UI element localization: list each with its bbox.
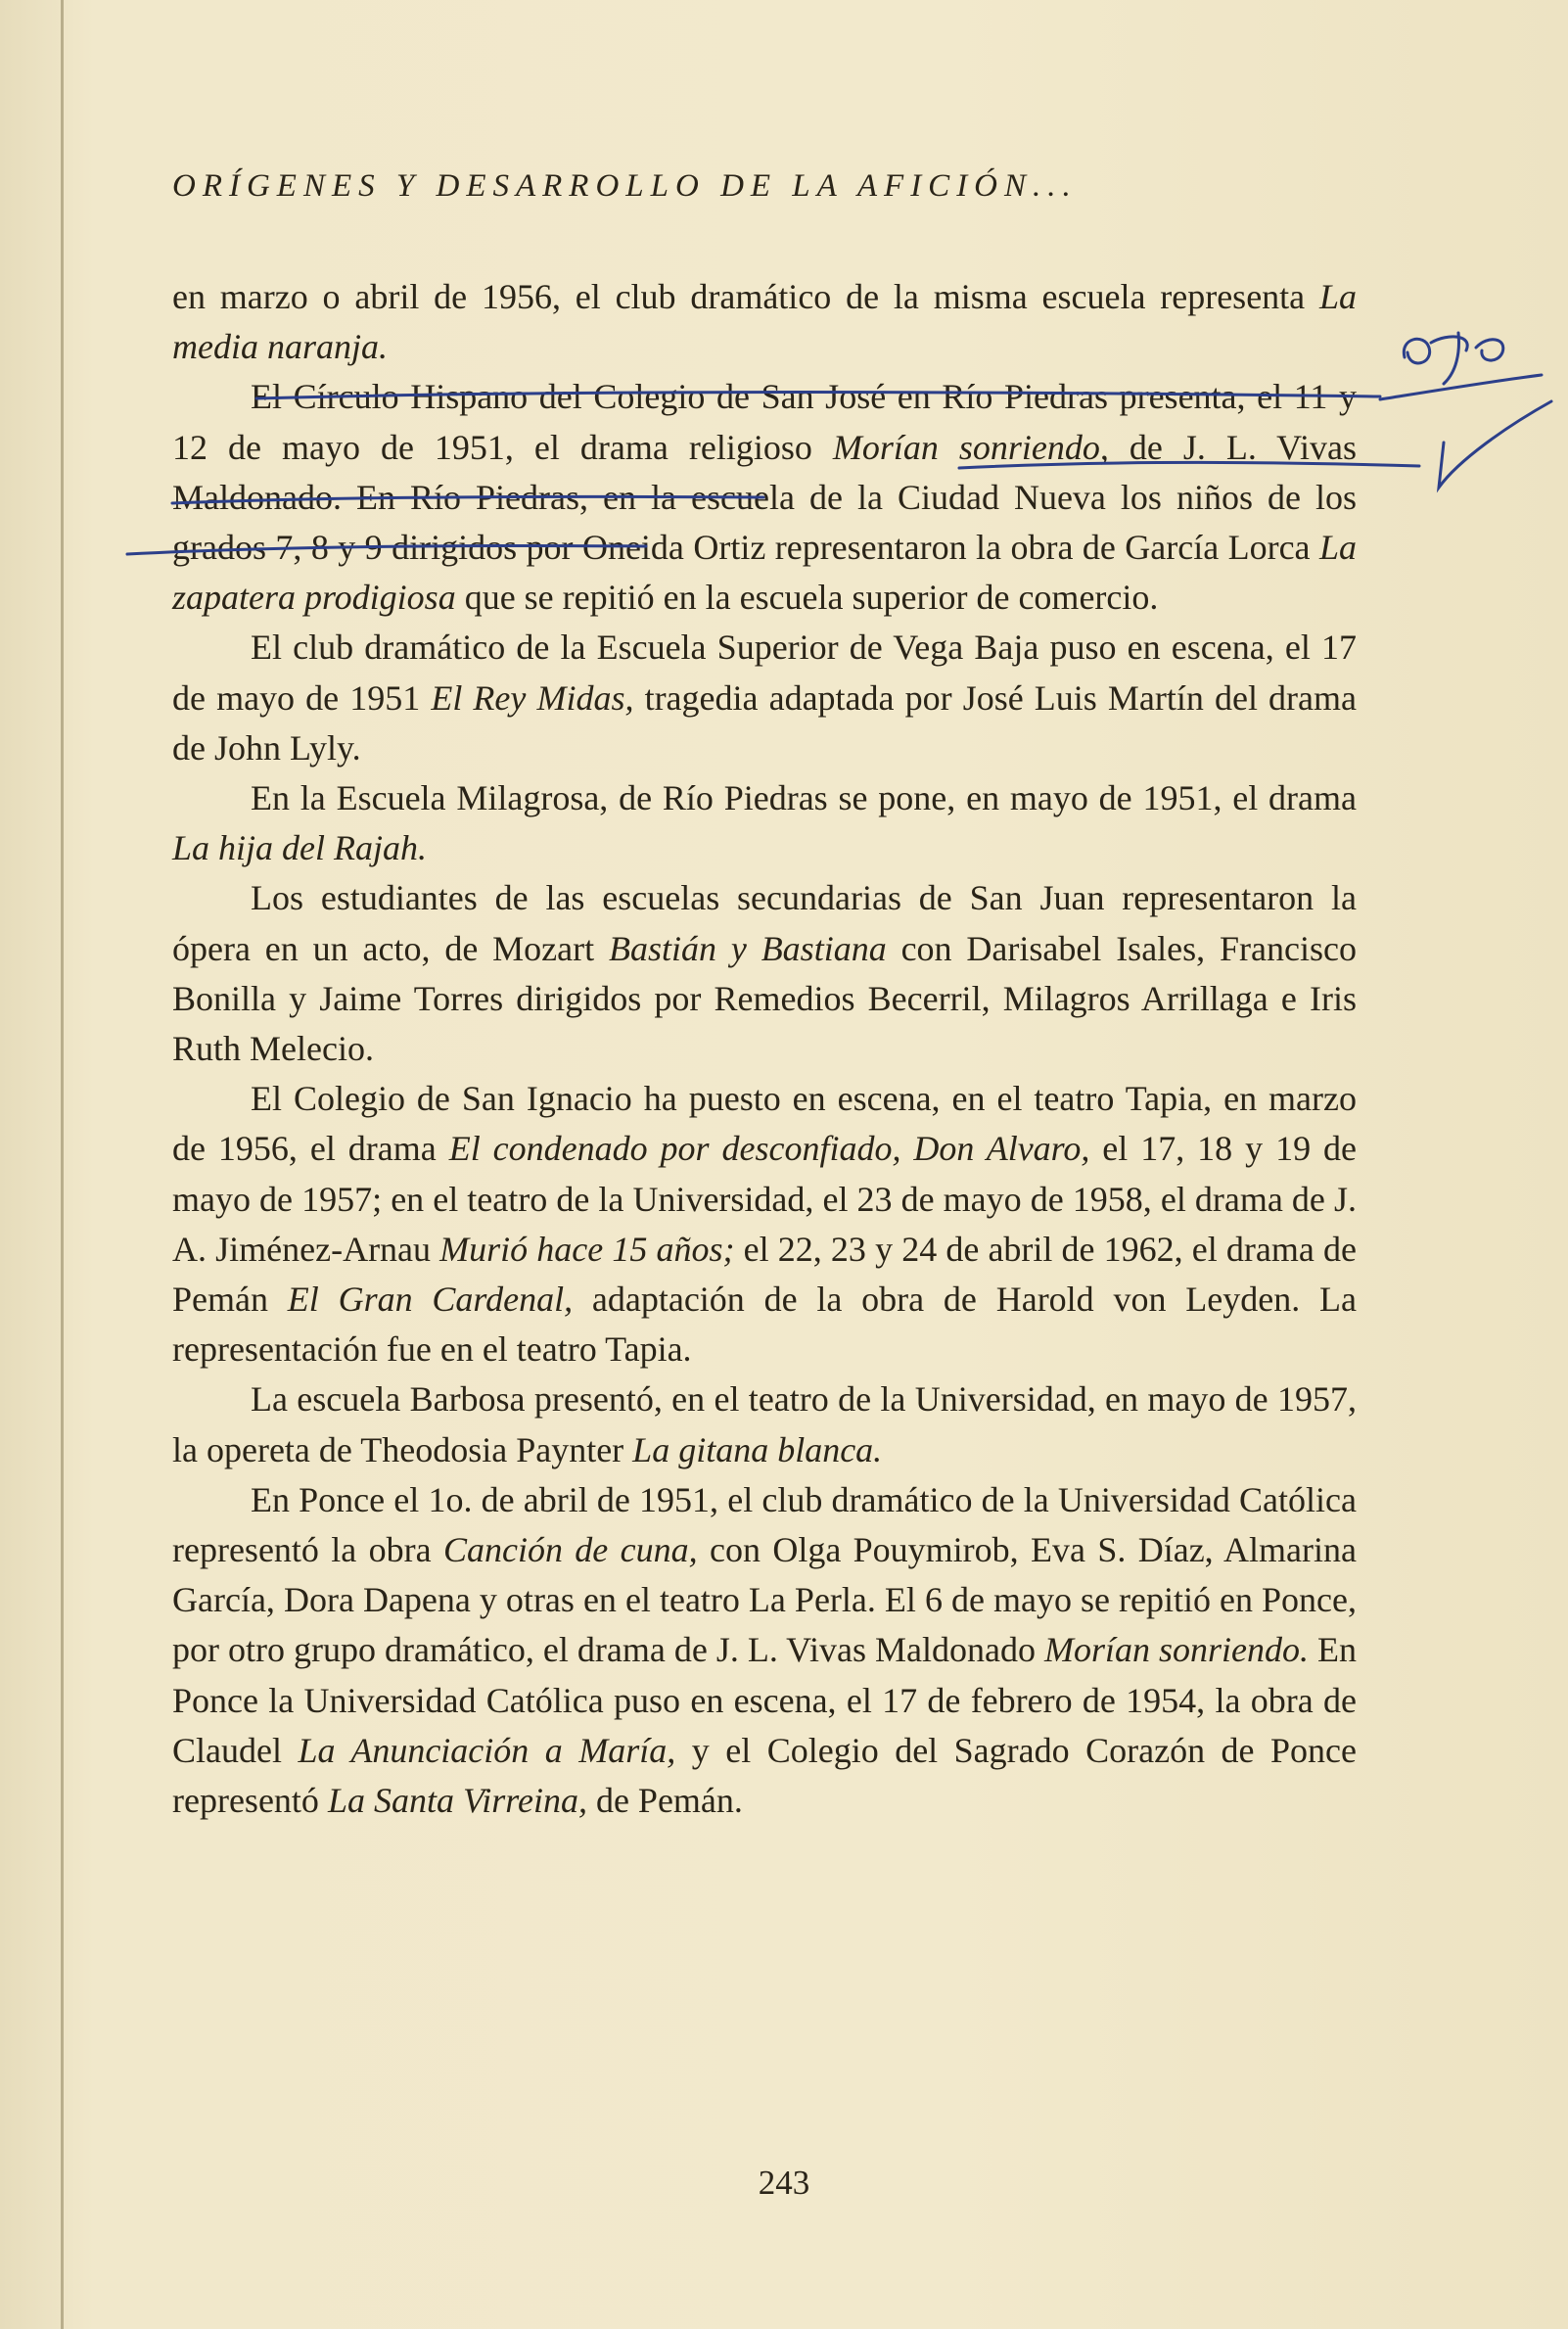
page-number: 243	[758, 2164, 810, 2202]
page-gutter-edge	[61, 0, 64, 2329]
paragraph-6: El Colegio de San Ignacio ha puesto en escena, en el teatro Tapia, en marzo de 1956, el drama El condenado por desconfiado, Don Alvaro, el 17, 18 y 19 de mayo de 1957; en el teatro de la Universidad, el 23 de mayo de 1958, el drama de J. A. Jiménez-Arnau Murió hace 15 años; el 22, 23 y 24 de abril de 1962, el drama de Pemán El Gran Cardenal, adaptación de la obra de Harold von Leyden. La representación fue en el teatro Tapia.	[172, 1079, 1358, 1370]
paragraph-8: En Ponce el 1o. de abril de 1951, el club dramático de la Universidad Católica representó la obra Canción de cuna, con Olga Pouymirob, Eva S. Díaz, Almarina García, Dora Dapena y otras en el teatro La Perla. El 6 de mayo se repitió en Ponce, por otro grupo dramático, el drama de J. L. Vivas Maldonado Morían sonriendo. En Ponce la Universidad Católica puso en escena, el 17 de febrero de 1954, la obra de Claudel La Anunciación a María, y el Colegio del Sagrado Corazón de Ponce representó La Santa Virreina, de Pemán.	[172, 1479, 1358, 1821]
paragraph-7: La escuela Barbosa presentó, en el teatro de la Universidad, en mayo de 1957, la opereta de Theodosia Paynter La gitana blanca.	[172, 1379, 1357, 1469]
paragraph-4: En la Escuela Milagrosa, de Río Piedras se pone, en mayo de 1951, el drama La hija del Rajah.	[172, 778, 1357, 868]
running-header: ORÍGENES Y DESARROLLO DE LA AFICIÓN...	[172, 168, 1078, 204]
paragraph-3: El club dramático de la Escuela Superior de Vega Baja puso en escena, el 17 de mayo de 1951 El Rey Midas, tragedia adaptada por José Luis Martín del drama de John Lyly.	[172, 628, 1357, 768]
paragraph-2: El Círculo Hispano del Colegio de San José en Río Piedras presenta, el 11 y 12 de mayo de 1951, el drama religioso Morían sonriendo, de J. L. Vivas Maldonado. En Río Piedras, en la escuela de la Ciudad Nueva los niños de los grados 7, 8 y 9 dirigidos por Oneida Ortiz representaron la obra de García Lorca La zapatera prodigiosa que se repitió en la escuela superior de comercio.	[172, 377, 1357, 618]
check-mark-icon	[1439, 401, 1551, 488]
paragraph-1: en marzo o abril de 1956, el club dramático de la misma escuela representa La media naranja.	[172, 277, 1357, 367]
paragraph-5: Los estudiantes de las escuelas secundarias de San Juan representaron la ópera en un acto, de Mozart Bastián y Bastiana con Darisabel Isales, Francisco Bonilla y Jaime Torres dirigidos por Remedios Becerril, Milagros Arrillaga e Iris Ruth Melecio.	[172, 878, 1357, 1069]
margin-pen-stroke	[1380, 375, 1542, 399]
body-text	[172, 272, 1357, 1826]
delete-mark-icon	[1404, 333, 1502, 384]
